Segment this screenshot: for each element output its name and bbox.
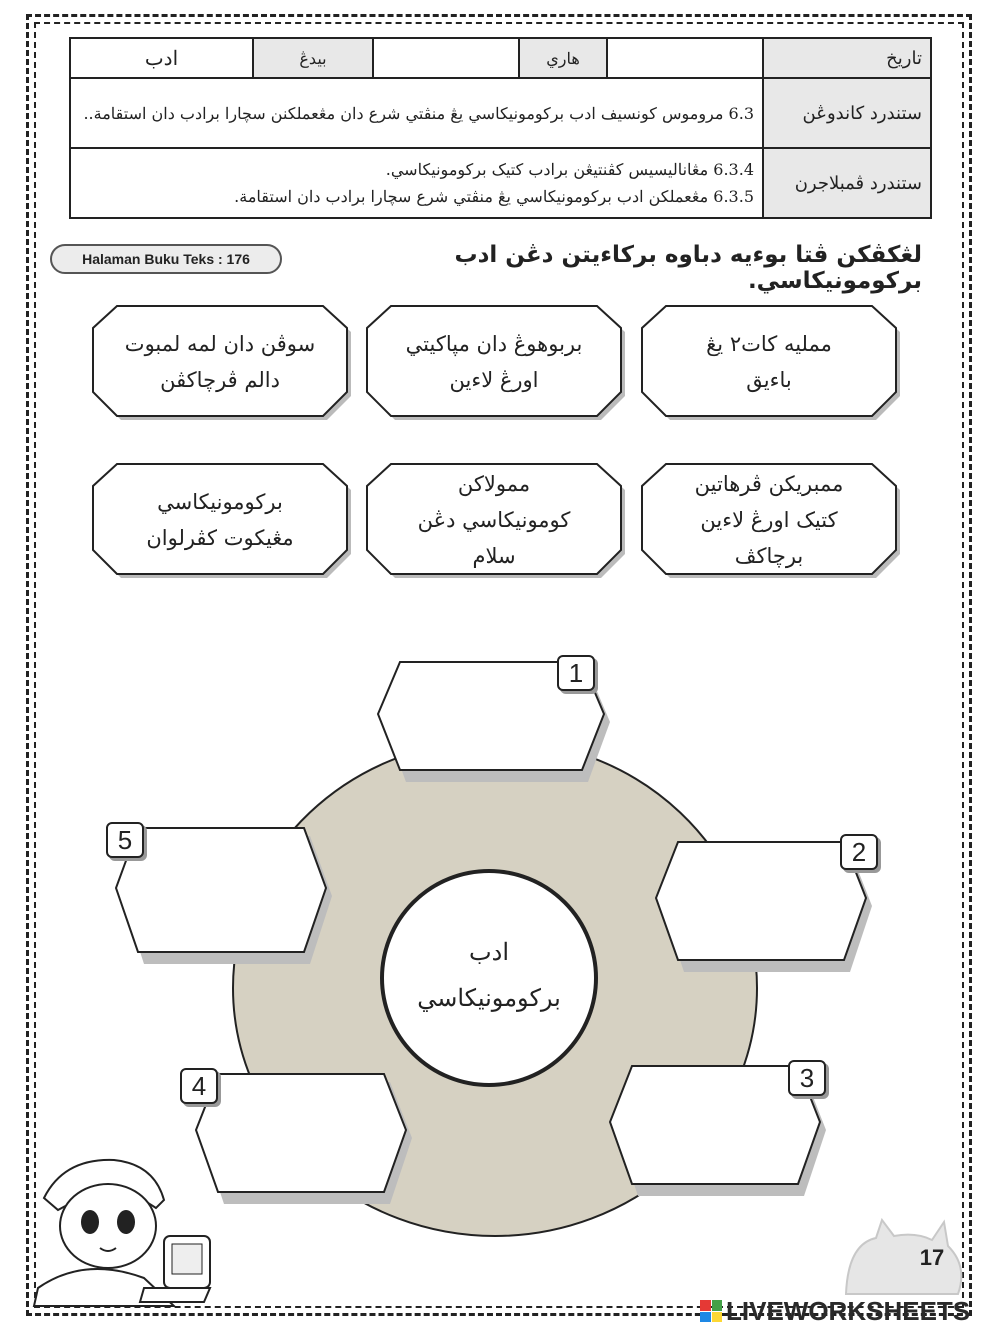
- option-line: برچاکڤ: [734, 544, 804, 568]
- number-tag-1: 1: [557, 655, 595, 691]
- option-line: برکومونيکاسي: [157, 490, 283, 514]
- lesson-header-table: [69, 37, 932, 219]
- option-line: مڠيکوت کڤرلوان: [146, 526, 294, 550]
- number-tag-4: 4: [180, 1068, 218, 1104]
- hari-label: هاري: [519, 38, 607, 78]
- option-line: باءيق: [746, 368, 792, 392]
- option-card[interactable]: [365, 462, 627, 580]
- option-line: بربوهوڠ دان مپاکيتي: [405, 332, 583, 356]
- option-card[interactable]: [640, 304, 902, 422]
- page-number: 17: [919, 1245, 945, 1270]
- textbook-page-badge: Halaman Buku Teks : 176: [50, 244, 282, 274]
- boy-with-computer-illustration: [24, 1138, 220, 1308]
- option-card[interactable]: [640, 462, 902, 580]
- option-line: ممبريکن ڤرهاتين: [694, 472, 844, 496]
- standard-kandungan-text: 6.3 مروموس کونسيف ادب برکومونيکاسي يڠ منڤتي شرع دان مڠعملکنن سچارا برادب دان استقامة..: [70, 78, 763, 148]
- option-card[interactable]: [91, 462, 353, 580]
- number-tag-2: 2: [840, 834, 878, 870]
- hari-value[interactable]: [373, 38, 519, 78]
- cat-watermark-icon: [836, 1214, 976, 1302]
- instruction-text: لڠکڤکن ڤتا بوءيه دباوه برکاءيتن دڠن ادب برکومونيکاسي.: [454, 242, 922, 294]
- option-line: کتيک اورڠ لاءين: [700, 508, 838, 532]
- number-tag-5: 5: [106, 822, 144, 858]
- bidang-label: بيدڠ: [253, 38, 373, 78]
- tarikh-label: تاريخ: [763, 38, 931, 78]
- standard-pembelajaran-label: ستندرد ڤمبلاجرن: [763, 148, 931, 218]
- option-line: اورڠ لاءين: [449, 368, 539, 392]
- standard-kandungan-label: ستندرد کاندوڠن: [763, 78, 931, 148]
- liveworksheets-text: LIVEWORKSHEETS: [726, 1295, 971, 1326]
- center-topic-line-1: ادب: [469, 938, 509, 966]
- standard-pembelajaran-line-2: 6.3.5 مڠعملکن ادب برکومونيکاسي يڠ منڤتي شرع سچارا برادب دان استقامة.: [234, 187, 754, 206]
- option-card[interactable]: [91, 304, 353, 422]
- option-line: دالم ڤرچاکڤن: [160, 368, 280, 392]
- option-line: ممولاکن: [457, 472, 531, 496]
- option-line: سوڤن دان لمه لمبوت: [124, 332, 316, 356]
- tarikh-value[interactable]: [607, 38, 763, 78]
- bidang-value: ادب: [70, 38, 253, 78]
- number-tag-3: 3: [788, 1060, 826, 1096]
- option-card[interactable]: [365, 304, 627, 422]
- liveworksheets-logo-icon: [700, 1300, 722, 1322]
- option-line: سلام: [472, 544, 516, 568]
- center-topic: [384, 870, 594, 1080]
- option-line: ممليه کات٢ يڠ: [706, 332, 832, 356]
- center-topic-line-2: برکومونيکاسي: [417, 984, 561, 1012]
- liveworksheets-watermark: [700, 1296, 970, 1326]
- standard-pembelajaran-line-1: 6.3.4 مڠاناليسيس کڤنتيڠن برادب کتيک برکومونيکاسي.: [385, 160, 754, 179]
- option-line: کومونيکاسي دڠن: [417, 508, 571, 532]
- standard-pembelajaran-text: [70, 148, 763, 218]
